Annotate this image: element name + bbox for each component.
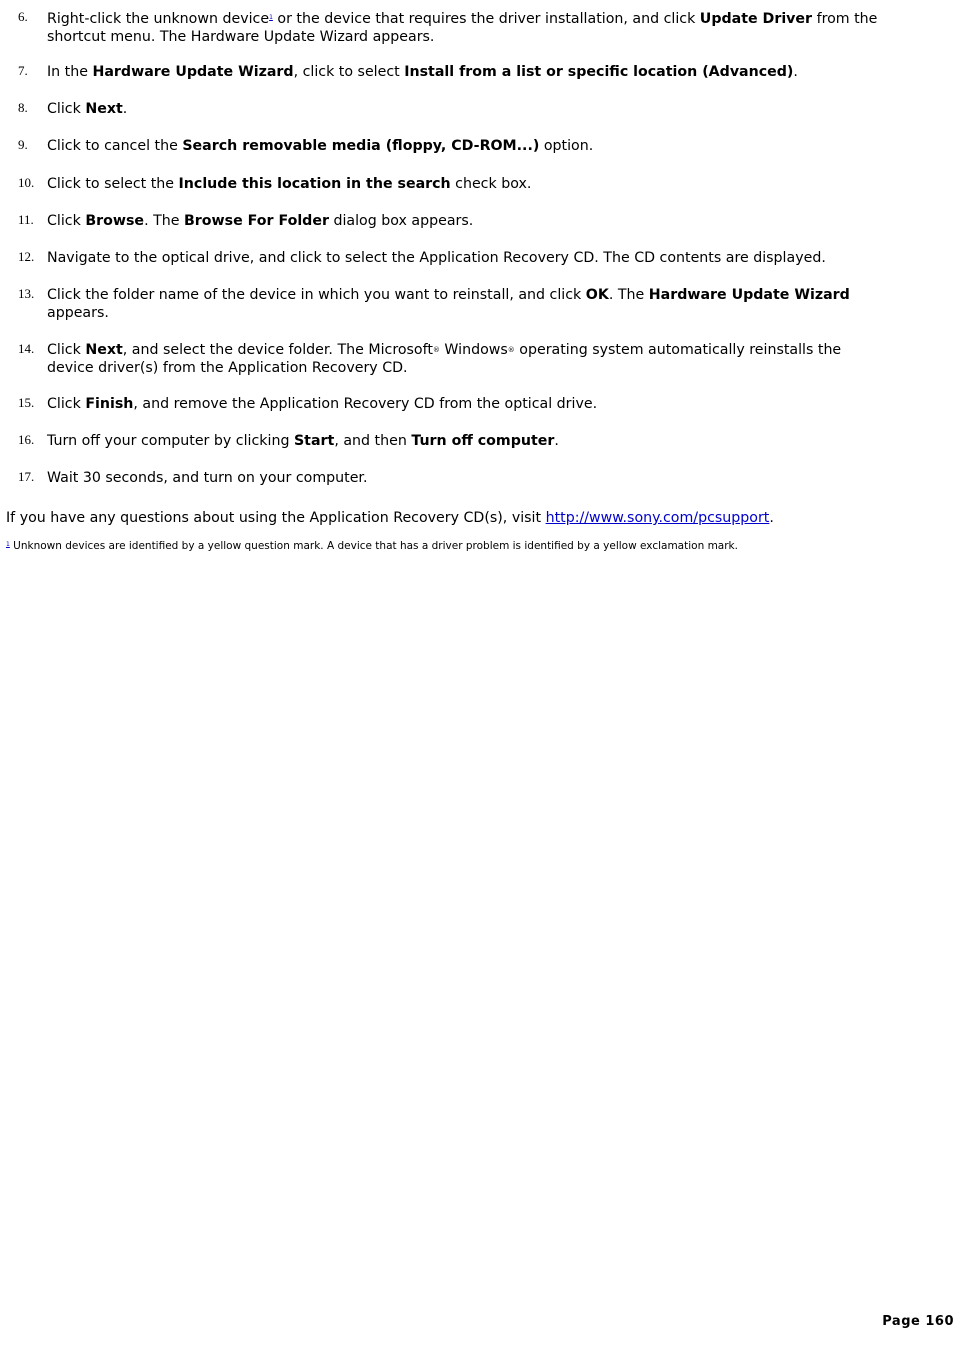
step-text: . The — [608, 287, 649, 303]
step-11 — [0, 212, 954, 230]
step-text: , and then — [334, 433, 412, 449]
step-text: Click — [47, 396, 86, 412]
step-10 — [0, 175, 954, 193]
step-number: 12. — [18, 249, 35, 264]
step-6 — [0, 9, 954, 45]
step-emphasis: Start — [293, 433, 335, 449]
step-text: Click to select the — [47, 176, 179, 192]
step-text: , and remove the Application Recovery CD from the optical drive. — [133, 396, 598, 412]
step-number: 10. — [18, 175, 35, 190]
step-emphasis: Browse For Folder — [183, 213, 329, 229]
step-emphasis: Update Driver — [699, 11, 813, 27]
page-number: Page 160 — [882, 1314, 954, 1329]
step-text: dialog box appears. — [328, 213, 474, 229]
step-text: . The — [144, 213, 184, 229]
step-text: Wait 30 seconds, and turn on your computer. — [47, 470, 368, 486]
step-9 — [0, 137, 954, 155]
support-link[interactable]: http://www.sony.com/pcsupport — [545, 510, 770, 526]
step-16 — [0, 432, 954, 450]
step-text: Right-click the unknown device — [47, 11, 270, 27]
step-emphasis: Hardware Update Wizard — [648, 287, 850, 303]
step-text: Turn off your computer by clicking — [47, 433, 294, 449]
step-emphasis: Install from a list or specific location (Advanced) — [404, 64, 794, 80]
step-text: . — [793, 64, 798, 80]
step-text: Click to cancel the — [47, 138, 183, 154]
step-emphasis: Next — [85, 342, 123, 358]
step-emphasis: Finish — [85, 396, 134, 412]
step-text: Click the folder name of the device in which you want to reinstall, and click — [47, 287, 586, 303]
footnote-text: Unknown devices are identified by a yellow question mark. A device that has a driver problem is identified by a yellow exclamation mark. — [13, 540, 738, 552]
footnote-marker[interactable]: 1 — [6, 541, 10, 548]
step-list — [0, 9, 954, 487]
step-text: Windows — [439, 342, 508, 358]
step-emphasis: Turn off computer — [411, 433, 555, 449]
footnote — [6, 538, 946, 553]
step-text: Navigate to the optical drive, and click to select the Application Recovery CD. The CD contents are displayed. — [47, 250, 826, 266]
support-paragraph — [6, 509, 946, 527]
step-8 — [0, 100, 954, 118]
step-text: , click to select — [293, 64, 405, 80]
step-number: 17. — [18, 469, 35, 484]
step-emphasis: Hardware Update Wizard — [92, 64, 294, 80]
step-number: 16. — [18, 432, 35, 447]
step-emphasis: Browse — [85, 213, 145, 229]
step-text: from the shortcut menu. The Hardware Update Wizard appears. — [47, 11, 878, 45]
step-number: 9. — [18, 137, 28, 152]
step-number: 7. — [18, 63, 28, 78]
step-15 — [0, 395, 954, 413]
footnote-reference[interactable]: 1 — [269, 14, 273, 21]
step-number: 14. — [18, 341, 35, 356]
step-number: 8. — [18, 100, 28, 115]
step-number: 11. — [18, 212, 34, 227]
registered-mark: ® — [432, 346, 440, 354]
step-text: check box. — [450, 176, 532, 192]
step-number: 13. — [18, 286, 35, 301]
step-text: or the device that requires the driver installation, and click — [272, 11, 700, 27]
step-13 — [0, 286, 954, 322]
step-emphasis: OK — [585, 287, 609, 303]
registered-mark: ® — [507, 346, 515, 354]
step-text: In the — [47, 64, 93, 80]
step-text: Click — [47, 213, 86, 229]
step-text: . — [122, 101, 128, 117]
step-emphasis: Include this location in the search — [178, 176, 451, 192]
support-text-end: . — [769, 510, 774, 526]
step-17 — [0, 469, 954, 487]
step-emphasis: Search removable media (floppy, CD-ROM...) — [182, 138, 540, 154]
step-emphasis: Next — [85, 101, 123, 117]
step-text: option. — [539, 138, 594, 154]
step-text: operating system automatically reinstalls the device driver(s) from the Application Recovery CD. — [47, 342, 842, 376]
step-text: . — [554, 433, 559, 449]
step-text: Click — [47, 342, 86, 358]
step-number: 15. — [18, 395, 35, 410]
step-text: , and select the device folder. The Microsoft — [122, 342, 433, 358]
step-text: Click — [47, 101, 86, 117]
step-number: 6. — [18, 9, 28, 24]
step-14 — [0, 341, 954, 377]
step-12 — [0, 249, 954, 267]
step-text: appears. — [47, 305, 109, 321]
step-7 — [0, 63, 954, 81]
support-text: If you have any questions about using the Application Recovery CD(s), visit — [6, 510, 546, 526]
